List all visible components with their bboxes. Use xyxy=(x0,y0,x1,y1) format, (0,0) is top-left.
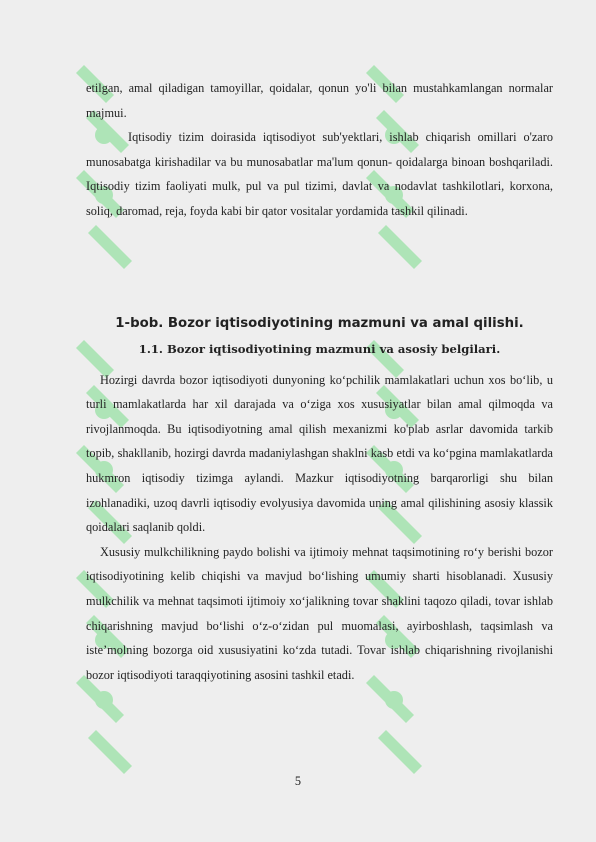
paragraph: Iqtisodiy tizim doirasida iqtisodiyot sub'yektlari, ishlab chiqarish omillari o'zaro munosabatga kirishadilar va bu munosabatlar ma'lum qonun- qoidalarga binoan boshqariladi. Iqtisodiy tizim faoliyati mulk, pul va pul tizimi, davlat va nodavlat tashkilotlari, korxona, soliq, daromad, reja, foyda kabi bir qator vositalar yordamida tashkil qilinadi. xyxy=(86,130,553,218)
document-body xyxy=(86,76,553,687)
page-number: 5 xyxy=(294,774,302,788)
chapter-title: 1-bob. Bozor iqtisodiyotining mazmuni va amal qilishi. xyxy=(115,315,524,331)
section-title: 1.1. Bozor iqtisodiyotining mazmuni va asosiy belgilari. xyxy=(138,341,501,356)
paragraph: Hozirgi davrda bozor iqtisodiyoti dunyoning ko‘pchilik mamlakatlari uchun xos bo‘lib, u turli mamlakatlarda har xil darajada va o‘ziga xos xususiyatlar bilan amal qilmoqda va rivojlanmoqda. Bu iqtisodiyotning amal qilish mexanizmi ko'plab asrlar davomida tarkib topib, shakllanib, hozirgi davrda madaniylashgan shaklni kasb etdi va ko‘pgina mamlakatlarda hukmron iqtisodiy tizimga aylandi. Mazkur iqtisodiyotning barqarorligi shu bilan izohlanadiki, uzoq davrli iqtisodiy evolyusiya davomida uning amal qilishining asosiy klassik qoidalari saqlanib qoldi. xyxy=(86,372,553,535)
paragraph: etilgan, amal qiladigan tamoyillar, qoidalar, qonun yo'li bilan mustahkamlangan normalar majmui. xyxy=(86,81,553,120)
spacer xyxy=(86,224,553,313)
paragraph: Xususiy mulkchilikning paydo bolishi va ijtimoiy mehnat taqsimotining ro‘y berishi bozor iqtisodiyotining kelib chiqishi va mavjud bo‘lishing umumiy sharti hisoblanadi. Xususiy mulkchilik va mehnat taqsimoti ijtimoiy xo‘jalikning tovar shaklini taqozo qiladi, tovar ishlab chiqarishning mavjud bo‘lishi o‘z-o‘zidan pul muomalasi, ayirboshlash, taqsimlash va iste’molning bozorga oid xususiyatini ko‘zda tutadi. Tovar ishlab chiqarishning rivojlanishi bozor iqtisodiyoti taraqqiyotining asosini tashkil etadi. xyxy=(86,544,553,682)
